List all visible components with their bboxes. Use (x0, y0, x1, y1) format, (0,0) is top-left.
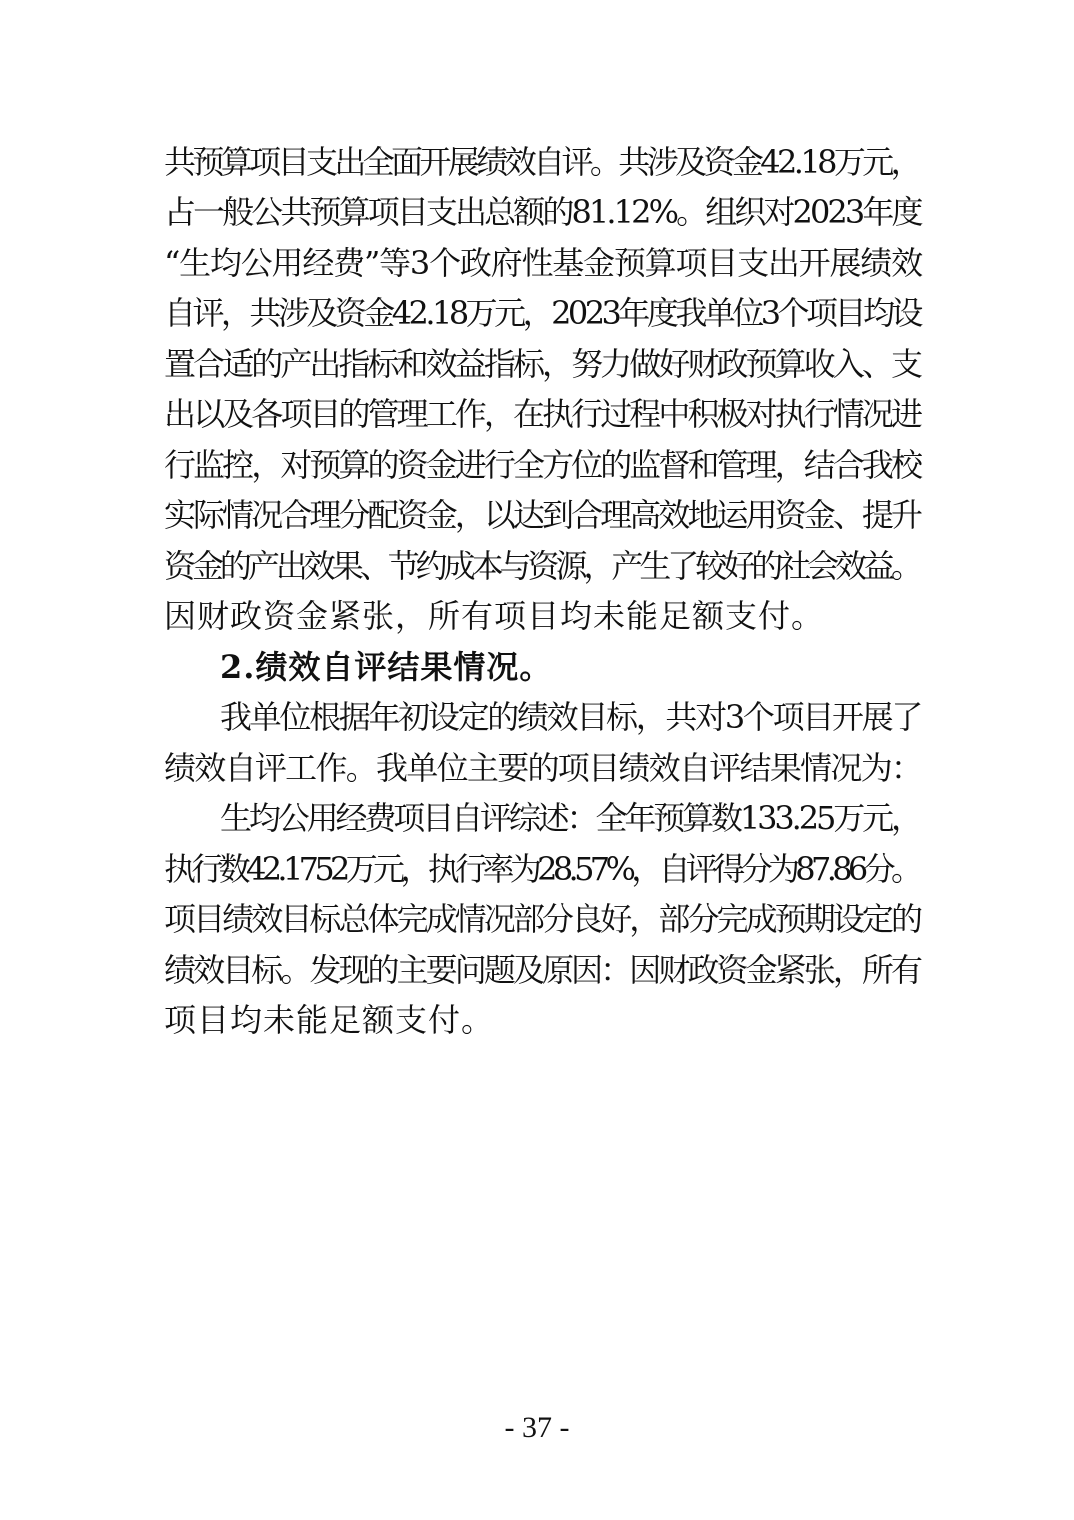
paragraph-line: 因财政资金紧张，所有项目均未能足额支付。 (164, 597, 825, 635)
paragraph-line: 实际情况合理分配资金，以达到合理高效地运用资金、提升 (164, 496, 921, 534)
paragraph-line: 项目均未能足额支付。 (164, 1001, 495, 1039)
paragraph-line: 绩效目标。发现的主要问题及原因：因财政资金紧张，所有 (164, 951, 921, 989)
paragraph-line: 我单位根据年初设定的绩效目标，共对3个项目开展了 (220, 698, 922, 736)
paragraph-line: 置合适的产出指标和效益指标，努力做好财政预算收入、支 (164, 345, 921, 383)
paragraph-line: 占一般公共预算项目支出总额的81.12%。组织对2023年度 (164, 193, 921, 231)
paragraph-line: 行监控，对预算的资金进行全方位的监督和管理，结合我校 (164, 446, 921, 484)
paragraph-line: 生均公用经费项目自评综述：全年预算数133.25万元， (220, 799, 920, 837)
paragraph-line: 自评，共涉及资金42.18万元，2023年度我单位3个项目均设 (164, 294, 920, 332)
paragraph-line: 共预算项目支出全面开展绩效自评。共涉及资金42.18万元， (164, 143, 920, 181)
page-number: - 37 - (504, 1411, 570, 1444)
paragraph-line: “生均公用经费”等3个政府性基金预算项目支出开展绩效 (164, 244, 922, 282)
paragraph-line: 绩效自评工作。我单位主要的项目绩效自评结果情况为： (164, 749, 922, 787)
paragraph-line: 执行数42.1752万元，执行率为28.57%，自评得分为87.86分。 (164, 850, 919, 888)
paragraph-line: 资金的产出效果、节约成本与资源，产生了较好的社会效益。 (164, 547, 919, 585)
paragraph-line: 项目绩效目标总体完成情况部分良好，部分完成预期设定的 (164, 900, 921, 938)
paragraph-line: 出以及各项目的管理工作，在执行过程中积极对执行情况进 (164, 395, 921, 433)
section-heading: 2.绩效自评结果情况。 (220, 648, 553, 686)
